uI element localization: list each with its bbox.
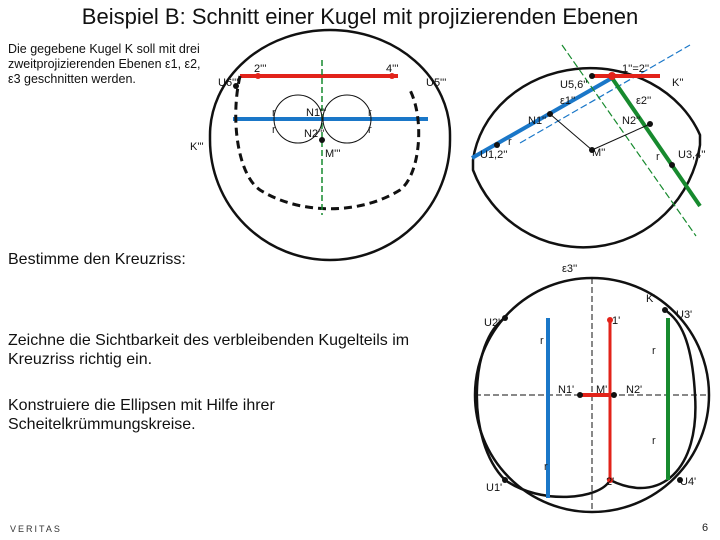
label-2-bottom: 2' xyxy=(606,476,615,488)
label-r-bottom-2: r xyxy=(652,345,656,357)
perpendicular-n1 xyxy=(550,114,592,150)
label-n2-right: N2'' xyxy=(622,115,641,127)
label-r-right-1: r xyxy=(508,136,512,148)
label-n1-bottom: N1' xyxy=(558,384,575,396)
label-u5-left: U5''' xyxy=(426,77,447,89)
aufriss-view xyxy=(472,45,705,275)
instruction-ellipsen: Konstruiere die Ellipsen mit Hilfe ihrer Scheitelkrümmungskreise. xyxy=(8,397,275,433)
label-r-right-2: r xyxy=(656,151,660,163)
label-u4-bottom: U4' xyxy=(680,476,697,488)
page-number: 6 xyxy=(702,522,709,534)
label-e1-right: ε1'' xyxy=(560,95,576,107)
point-n2-right xyxy=(647,121,653,127)
point-u1-bottom xyxy=(502,477,508,483)
grundriss-view xyxy=(475,278,710,512)
plane-trace-e1-ext xyxy=(520,45,690,143)
point-n1-right xyxy=(547,111,553,117)
page-title: Beispiel B: Schnitt einer Kugel mit projizierenden Ebenen xyxy=(81,4,639,29)
label-n2-left: N2''' xyxy=(304,128,325,140)
point-12-right xyxy=(608,72,616,80)
section-ellipse-right xyxy=(610,310,695,488)
label-n2-bottom: N2' xyxy=(626,384,643,396)
point-n1-bottom xyxy=(577,392,583,398)
label-u2-bottom: U2' xyxy=(484,317,501,329)
label-n1-right: N1'' xyxy=(528,115,547,127)
label-r-left-4: r xyxy=(368,124,372,136)
label-u56-right: U5,6'' xyxy=(560,79,588,91)
kreuzriss-view xyxy=(190,30,450,260)
label-e3-right: ε3'' xyxy=(562,263,578,275)
label-u34-right: U3,4'' xyxy=(678,149,706,161)
label-k-left: K''' xyxy=(190,141,204,153)
point-u56-right xyxy=(589,73,595,79)
label-r-bottom-4: r xyxy=(544,461,548,473)
label-k-right: K'' xyxy=(672,77,684,89)
instruction-kreuzriss: Bestimme den Kreuzriss: xyxy=(8,251,186,268)
sphere-contour-left xyxy=(210,30,450,260)
label-r-bottom-1: r xyxy=(540,335,544,347)
point-u34-right xyxy=(669,162,675,168)
label-2-left: 2''' xyxy=(254,63,267,75)
label-4-left: 4''' xyxy=(386,63,399,75)
label-k-bottom: K' xyxy=(646,293,656,305)
veritas-logo: VERITAS xyxy=(10,524,62,534)
point-n2-bottom xyxy=(611,392,617,398)
label-r-left-2: r xyxy=(272,124,276,136)
label-u12-right: U1,2'' xyxy=(480,149,508,161)
label-e2-right: ε2'' xyxy=(636,95,652,107)
plane-trace-e3 xyxy=(612,78,700,206)
label-n1-left: N1''' xyxy=(306,107,327,119)
dashed-ellipse-left xyxy=(236,76,419,209)
label-m-right: M'' xyxy=(592,147,606,159)
label-r-left-3: r xyxy=(368,107,372,119)
label-r-left-1: r xyxy=(272,107,276,119)
point-u2-bottom xyxy=(502,315,508,321)
intro-text: Die gegebene Kugel K soll mit drei zweitprojizierenden Ebenen ε1, ε2, ε3 geschnitten werden. xyxy=(8,42,201,86)
label-u6-left: U6''' xyxy=(218,77,239,89)
label-r-bottom-3: r xyxy=(652,435,656,447)
label-12-right: 1''=2'' xyxy=(622,63,650,75)
label-m-left: M''' xyxy=(325,148,341,160)
label-u3-bottom: U3' xyxy=(676,309,693,321)
point-u12-right xyxy=(494,142,500,148)
instruction-sichtbarkeit: Zeichne die Sichtbarkeit des verbleibenden Kugelteils im Kreuzriss richtig ein. xyxy=(8,332,410,368)
label-1-bottom: 1' xyxy=(612,315,621,327)
point-u3-bottom xyxy=(662,307,668,313)
label-u1-bottom: U1' xyxy=(486,482,503,494)
label-m-bottom: M' xyxy=(596,384,608,396)
